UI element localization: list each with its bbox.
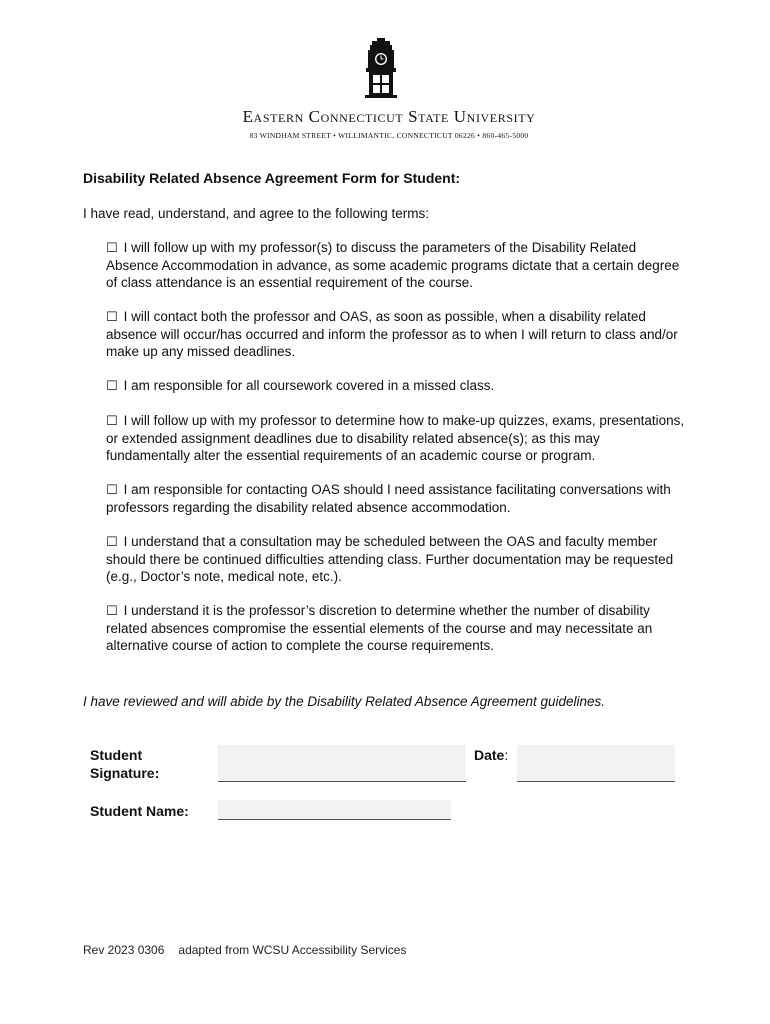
university-address: 83 WINDHAM STREET • WILLIMANTIC, CONNECTICUT 06226 • 860-465-5000 — [249, 131, 529, 140]
checkbox[interactable]: ☐ — [106, 414, 118, 429]
university-name: Eastern Connecticut State University — [242, 107, 536, 126]
clock-tower-icon — [362, 38, 400, 98]
terms-list — [106, 239, 686, 671]
checkbox[interactable]: ☐ — [106, 483, 118, 498]
checkbox[interactable]: ☐ — [106, 604, 118, 619]
term-item: ☐ I am responsible for all coursework covered in a missed class. — [106, 378, 495, 394]
student-signature-field[interactable] — [218, 745, 466, 782]
footer — [83, 943, 406, 957]
term-item: ☐ I will contact both the professor and OAS, as soon as possible, when a disability related absence will occur/has occurred and inform the professor as to when I will return to class and/or make up any missed deadlines. — [106, 309, 678, 359]
term-item: ☐ I will follow up with my professor to determine how to make-up quizzes, exams, presentations, or extended assignment deadlines due to disability related absence(s); as this may fundamentally alter the essential requirements of an academic course or program. — [106, 413, 685, 463]
student-name-label: Student Name: — [90, 803, 189, 819]
term-item: ☐ I will follow up with my professor(s) to discuss the parameters of the Disability Related Absence Accommodation in advance, as some academic programs dictate that a certain degree of class attendance is an essential requirement of the course. — [106, 240, 680, 290]
form-title: Disability Related Absence Agreement Form for Student: — [83, 170, 461, 186]
source-text: adapted from WCSU Accessibility Services — [178, 943, 407, 957]
revision-text: Rev 2023 0306 — [83, 943, 165, 957]
checkbox[interactable]: ☐ — [106, 310, 118, 325]
student-name-field[interactable] — [218, 800, 451, 820]
checkbox[interactable]: ☐ — [106, 241, 118, 256]
intro-text: I have read, understand, and agree to the following terms: — [83, 206, 429, 221]
checkbox[interactable]: ☐ — [106, 535, 118, 550]
date-label: Date: — [474, 747, 509, 763]
date-field[interactable] — [517, 745, 675, 782]
checkbox[interactable]: ☐ — [106, 379, 118, 394]
student-signature-label: Student Signature: — [90, 747, 160, 781]
closing-statement: I have reviewed and will abide by the Disability Related Absence Agreement guidelines. — [83, 694, 606, 709]
term-item: ☐ I understand that a consultation may be scheduled between the OAS and faculty member should there be continued difficulties attending class. Further documentation may be requested (e.g., Doctor’s note, medical note, etc.). — [106, 534, 674, 584]
term-item: ☐ I am responsible for contacting OAS should I need assistance facilitating conversations with professors regarding the disability related absence accommodation. — [106, 482, 671, 515]
term-item: ☐ I understand it is the professor’s discretion to determine whether the number of disability related absences compromise the essential elements of the course and may necessitate an alternative course of action to complete the course requirements. — [106, 603, 653, 653]
